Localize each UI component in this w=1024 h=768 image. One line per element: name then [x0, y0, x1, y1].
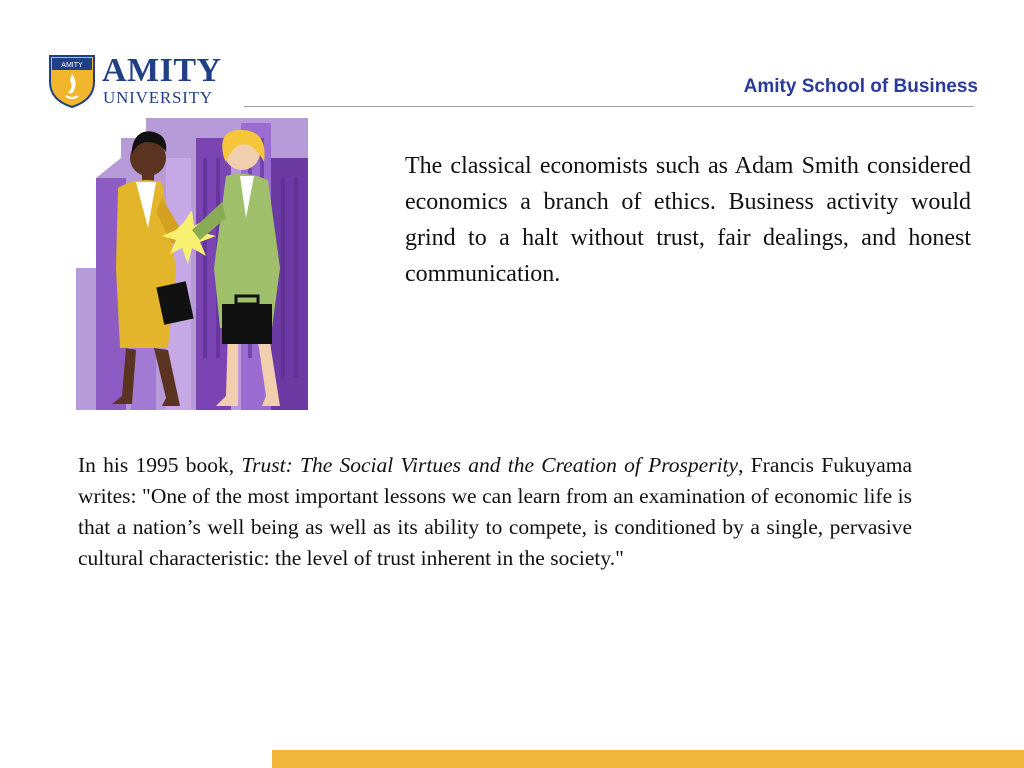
page-header-title: Amity School of Business — [743, 76, 978, 97]
quote-lead: In his 1995 book, — [78, 453, 242, 477]
amity-logo — [48, 52, 228, 112]
footer-accent-bar — [272, 750, 1024, 768]
logo-subtitle: UNIVERSITY — [103, 88, 213, 107]
business-handshake-illustration — [76, 118, 308, 410]
amity-crest-icon — [48, 52, 96, 108]
crest-text: AMITY — [61, 62, 83, 69]
header-divider — [244, 106, 974, 107]
quote-rest: , Francis Fukuyama writes: "One of the most important lessons we can learn from an examination of economic life is that a nation’s well being as well as its ability to compete, is conditioned by a single, pervasive cultural characteristic: the level of trust inherent in the society." — [78, 453, 913, 570]
logo-wordmark: AMITY — [102, 52, 222, 89]
classical-economists-paragraph: The classical economists such as Adam Smith considered economics a branch of ethics. Business activity would grind to a halt without trust, fair dealings, and honest communication. — [405, 153, 971, 287]
fukuyama-quote-paragraph — [78, 450, 912, 574]
book-title: Trust: The Social Virtues and the Creation of Prosperity — [241, 453, 739, 477]
